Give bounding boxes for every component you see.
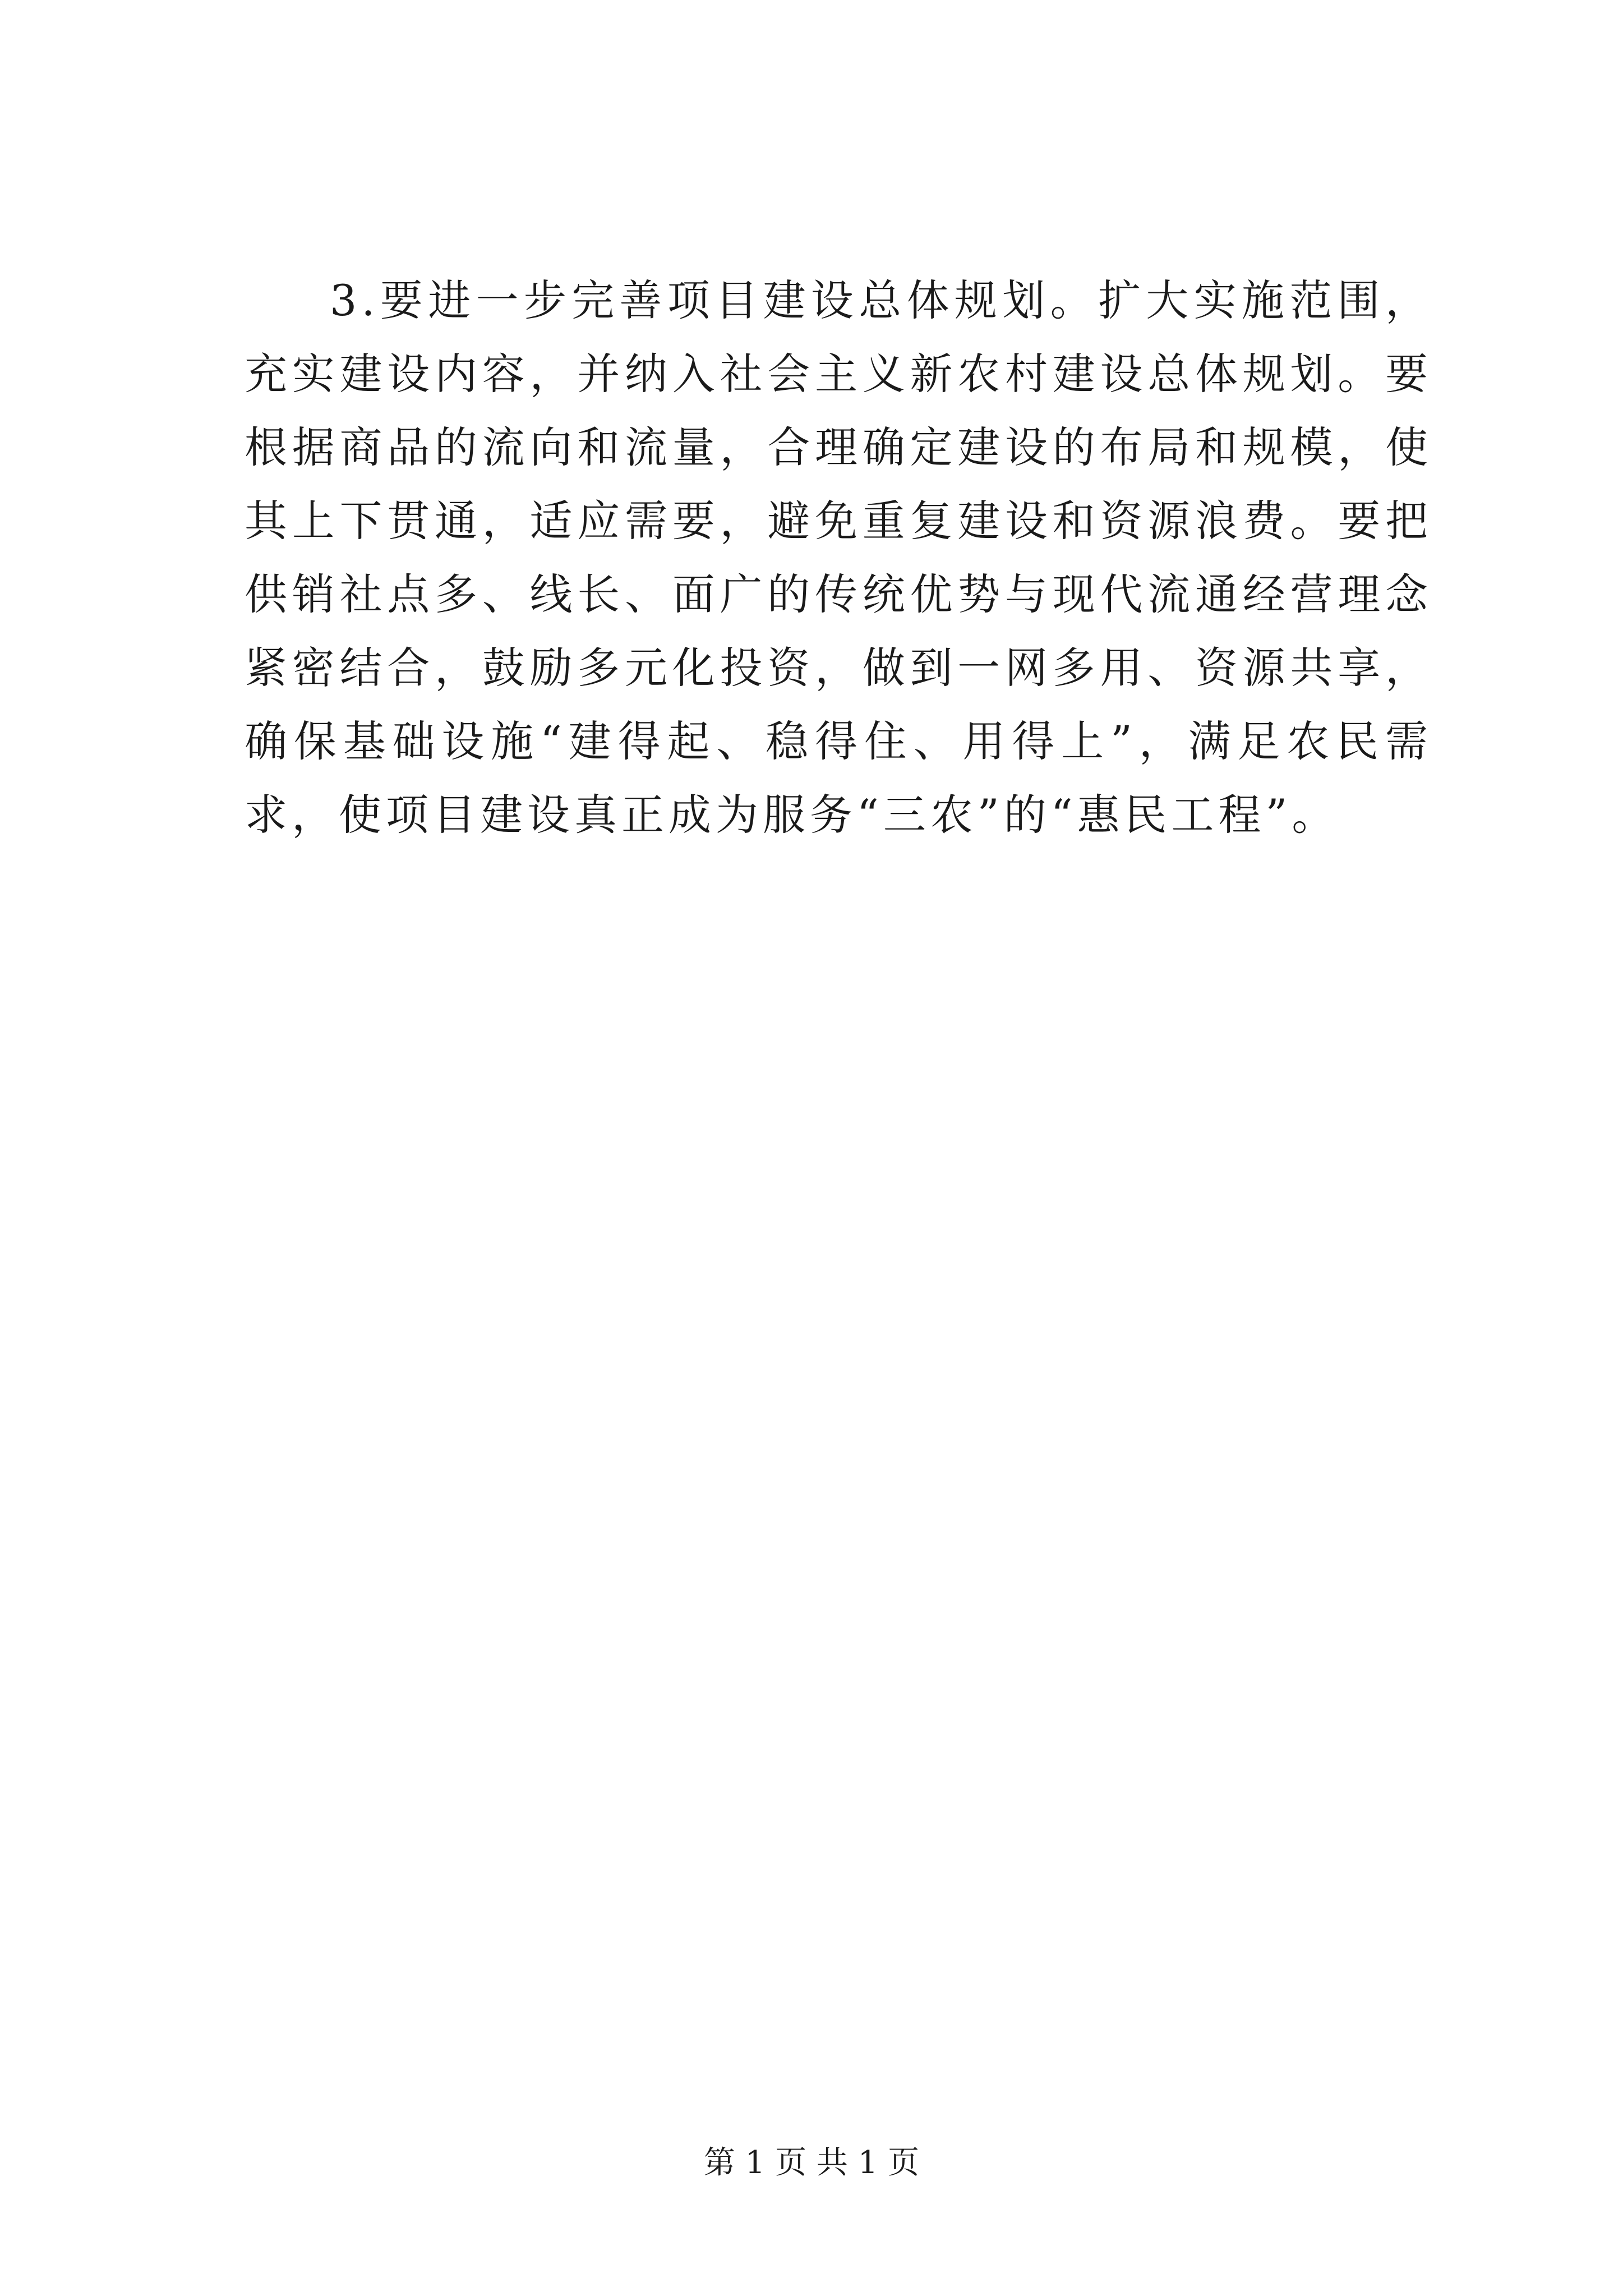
body-paragraph: 3.要进一步完善项目建设总体规划。扩大实施范围，充实建设内容，并纳入社会主义新农村建设总体规划。要根据商品的流向和流量，合理确定建设的布局和规模，使其上下贯通，适应需要，避免重复建设和资源浪费。要把供销社点多、线长、面广的传统优势与现代流通经营理念紧密结合，鼓励多元化投资，做到一网多用、资源共享，确保基础设施“建得起、稳得住、用得上”，满足农民需求，使项目建设真正成为服务“三农”的“惠民工程”。 — [245, 275, 1432, 840]
page-footer: 第 1 页 共 1 页 — [703, 2145, 920, 2181]
